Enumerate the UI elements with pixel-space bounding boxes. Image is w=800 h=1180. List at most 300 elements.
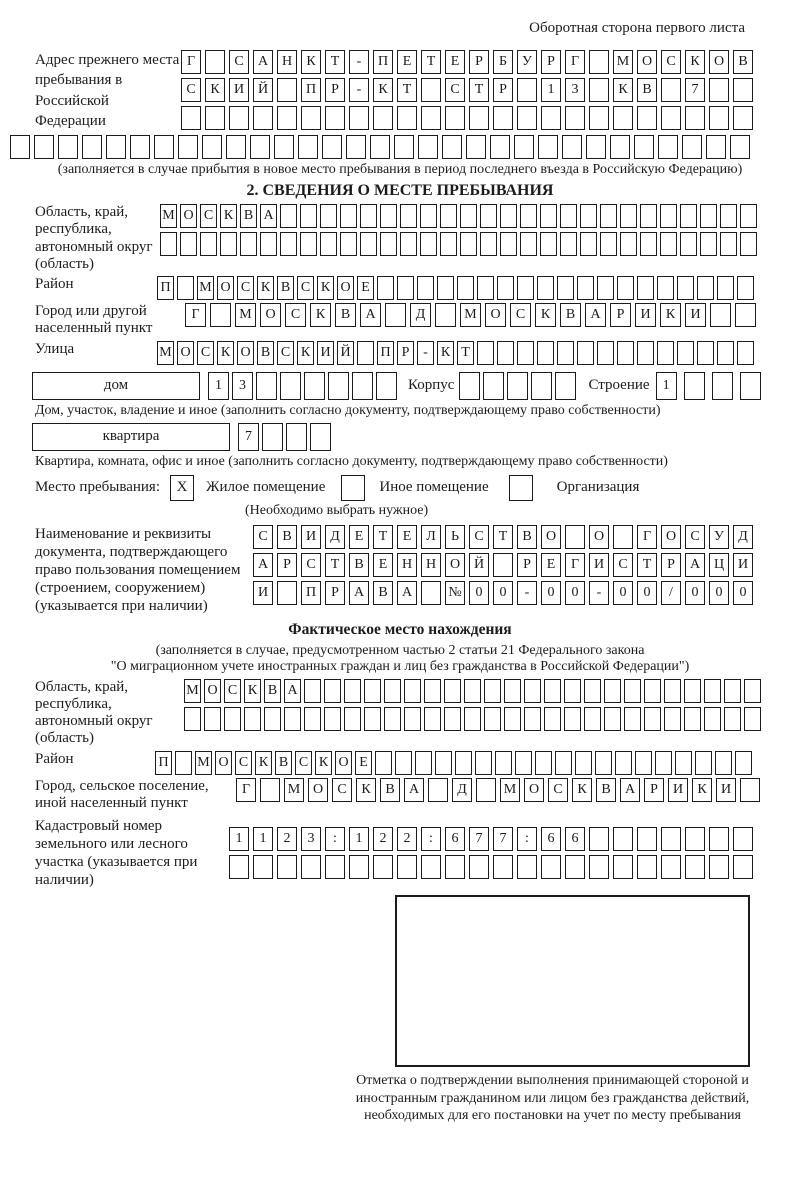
char-box xyxy=(260,232,277,256)
char-box xyxy=(277,106,297,130)
char-box xyxy=(685,827,705,851)
char-box xyxy=(544,679,561,703)
char-box xyxy=(717,276,734,300)
char-box: Д xyxy=(410,303,431,327)
char-box: В xyxy=(349,553,369,577)
actual-city-row xyxy=(236,778,764,802)
char-box xyxy=(595,751,612,775)
char-box: Е xyxy=(397,50,417,74)
char-box xyxy=(624,679,641,703)
char-box: О xyxy=(524,778,544,802)
region-row-1 xyxy=(160,204,760,228)
char-box xyxy=(360,232,377,256)
char-box xyxy=(437,276,454,300)
char-box xyxy=(613,106,633,130)
char-box xyxy=(733,106,753,130)
char-box xyxy=(328,372,349,400)
char-box xyxy=(457,276,474,300)
char-box xyxy=(577,341,594,365)
char-box xyxy=(565,106,585,130)
char-box: К xyxy=(692,778,712,802)
char-box xyxy=(224,707,241,731)
char-box: О xyxy=(260,303,281,327)
char-box: Б xyxy=(493,50,513,74)
char-box xyxy=(262,423,283,451)
stay-place-note: (Необходимо выбрать нужное) xyxy=(245,502,429,518)
char-box xyxy=(298,135,318,159)
char-box xyxy=(637,341,654,365)
cadastral-label: Кадастровый номер земельного или лесного участка (указывается при наличии) xyxy=(35,818,198,888)
char-box xyxy=(655,751,672,775)
char-box xyxy=(661,78,681,102)
char-box xyxy=(364,679,381,703)
char-box xyxy=(300,232,317,256)
char-box xyxy=(364,707,381,731)
char-box xyxy=(397,276,414,300)
char-box: Г xyxy=(181,50,201,74)
char-box xyxy=(300,204,317,228)
char-box: В xyxy=(373,581,393,605)
char-box: О xyxy=(709,50,729,74)
stay-place-block xyxy=(35,475,800,501)
char-box: А xyxy=(284,679,301,703)
apartment-block xyxy=(32,423,800,451)
char-box xyxy=(205,106,225,130)
char-box: К xyxy=(613,78,633,102)
char-box xyxy=(557,276,574,300)
char-box xyxy=(160,232,177,256)
section2-title: 2. СВЕДЕНИЯ О МЕСТЕ ПРЕБЫВАНИЯ xyxy=(246,182,554,199)
char-box: Т xyxy=(493,525,513,549)
char-box xyxy=(555,372,576,400)
char-box xyxy=(480,232,497,256)
char-box xyxy=(373,855,393,879)
char-box xyxy=(253,106,273,130)
char-box xyxy=(640,204,657,228)
char-box xyxy=(484,707,501,731)
char-box xyxy=(537,341,554,365)
region-block xyxy=(35,204,800,273)
char-box xyxy=(177,276,194,300)
char-box xyxy=(493,855,513,879)
char-box xyxy=(557,341,574,365)
char-box: К xyxy=(205,78,225,102)
char-box: / xyxy=(661,581,681,605)
char-box xyxy=(493,553,513,577)
char-box xyxy=(710,303,731,327)
house-block xyxy=(32,372,800,400)
char-box: К xyxy=(356,778,376,802)
char-box xyxy=(657,276,674,300)
char-box: Е xyxy=(357,276,374,300)
char-box: В xyxy=(560,303,581,327)
char-box xyxy=(541,106,561,130)
char-box: Г xyxy=(236,778,256,802)
char-box xyxy=(695,751,712,775)
char-box: Г xyxy=(565,553,585,577)
char-box xyxy=(524,679,541,703)
char-box xyxy=(200,232,217,256)
char-box xyxy=(684,372,705,400)
char-box xyxy=(700,232,717,256)
char-box: Г xyxy=(637,525,657,549)
char-box xyxy=(82,135,102,159)
char-box: В xyxy=(277,525,297,549)
char-box xyxy=(421,855,441,879)
char-box xyxy=(210,303,231,327)
char-box xyxy=(677,276,694,300)
char-box: К xyxy=(373,78,393,102)
char-box: В xyxy=(277,276,294,300)
char-box xyxy=(280,372,301,400)
char-box xyxy=(284,707,301,731)
char-box xyxy=(680,204,697,228)
prev-address-block xyxy=(35,50,800,131)
char-box: С xyxy=(548,778,568,802)
char-box xyxy=(344,707,361,731)
char-box xyxy=(564,679,581,703)
char-box xyxy=(580,204,597,228)
char-box xyxy=(541,855,561,879)
char-box: - xyxy=(349,50,369,74)
char-box xyxy=(484,679,501,703)
char-box: Д xyxy=(733,525,753,549)
document-row-1 xyxy=(253,525,757,549)
char-box xyxy=(560,204,577,228)
char-box xyxy=(604,679,621,703)
char-box: Г xyxy=(185,303,206,327)
char-box: С xyxy=(661,50,681,74)
char-box xyxy=(744,679,761,703)
char-box xyxy=(564,707,581,731)
char-box xyxy=(613,827,633,851)
char-box xyxy=(640,232,657,256)
char-box xyxy=(497,276,514,300)
char-box xyxy=(517,78,537,102)
char-box: Т xyxy=(325,553,345,577)
actual-district-block xyxy=(35,751,800,775)
char-box: И xyxy=(733,553,753,577)
char-box: С xyxy=(200,204,217,228)
char-box xyxy=(424,707,441,731)
char-box: Ь xyxy=(445,525,465,549)
char-box xyxy=(737,341,754,365)
char-box xyxy=(260,778,280,802)
char-box: Р xyxy=(469,50,489,74)
char-box xyxy=(320,204,337,228)
char-box: С xyxy=(469,525,489,549)
char-box: Т xyxy=(469,78,489,102)
char-box: К xyxy=(244,679,261,703)
char-box xyxy=(380,232,397,256)
char-box xyxy=(400,232,417,256)
char-box xyxy=(301,106,321,130)
char-box: 0 xyxy=(733,581,753,605)
char-box: К xyxy=(217,341,234,365)
char-box: Т xyxy=(421,50,441,74)
char-box xyxy=(304,679,321,703)
char-box xyxy=(733,78,753,102)
char-box: И xyxy=(229,78,249,102)
char-box xyxy=(744,707,761,731)
char-box xyxy=(322,135,342,159)
char-box xyxy=(445,855,465,879)
char-box: С xyxy=(445,78,465,102)
char-box xyxy=(680,232,697,256)
char-box xyxy=(740,232,757,256)
actual-location-note-2: "О миграционном учете иностранных граждан и лиц без гражданства в Российской Федерации") xyxy=(110,658,690,674)
char-box xyxy=(178,135,198,159)
char-box: 1 xyxy=(656,372,677,400)
char-box xyxy=(517,106,537,130)
residential-option-label: Жилое помещение xyxy=(206,479,326,495)
char-box: 1 xyxy=(208,372,229,400)
actual-city-block xyxy=(35,778,800,813)
char-box xyxy=(724,707,741,731)
char-box xyxy=(500,232,517,256)
char-box: О xyxy=(217,276,234,300)
apartment-number-row xyxy=(238,423,334,451)
char-box: 1 xyxy=(349,827,369,851)
char-box: И xyxy=(668,778,688,802)
char-box: 1 xyxy=(253,827,273,851)
char-box xyxy=(712,372,733,400)
char-box: П xyxy=(377,341,394,365)
char-box xyxy=(349,106,369,130)
char-box: А xyxy=(397,581,417,605)
char-box xyxy=(580,232,597,256)
char-box: Т xyxy=(397,78,417,102)
char-box xyxy=(684,707,701,731)
char-box xyxy=(380,204,397,228)
char-box xyxy=(274,135,294,159)
char-box: И xyxy=(716,778,736,802)
char-box: Л xyxy=(421,525,441,549)
char-box: А xyxy=(685,553,705,577)
char-box: М xyxy=(184,679,201,703)
char-box xyxy=(682,135,702,159)
char-box xyxy=(660,204,677,228)
char-box: У xyxy=(709,525,729,549)
char-box: Е xyxy=(373,553,393,577)
char-box: М xyxy=(160,204,177,228)
char-box xyxy=(154,135,174,159)
char-box xyxy=(286,423,307,451)
char-box xyxy=(377,276,394,300)
char-box xyxy=(560,232,577,256)
char-box xyxy=(397,106,417,130)
document-block xyxy=(35,525,800,615)
char-box: В xyxy=(380,778,400,802)
char-box xyxy=(250,135,270,159)
char-box: П xyxy=(157,276,174,300)
char-box: - xyxy=(417,341,434,365)
char-box xyxy=(424,679,441,703)
char-box: В xyxy=(240,204,257,228)
char-box: - xyxy=(589,581,609,605)
char-box xyxy=(517,855,537,879)
char-box: Р xyxy=(397,341,414,365)
char-box: С xyxy=(277,341,294,365)
actual-region-row-2 xyxy=(184,707,764,731)
char-box: Е xyxy=(349,525,369,549)
char-box: 6 xyxy=(445,827,465,851)
confirmation-note: Отметка о подтверждении выполнения принимающей стороной и иностранным гражданином или лицом без гражданства действий, необходимых для его постановки на учет по месту пребывания xyxy=(355,1073,750,1123)
char-box: В xyxy=(275,751,292,775)
char-box: Р xyxy=(644,778,664,802)
street-block xyxy=(35,341,800,365)
char-box xyxy=(613,855,633,879)
char-box xyxy=(544,707,561,731)
char-box xyxy=(613,525,633,549)
char-box: - xyxy=(517,581,537,605)
prev-address-row-3 xyxy=(181,106,757,130)
char-box xyxy=(540,204,557,228)
char-box: Т xyxy=(325,50,345,74)
char-box: - xyxy=(349,78,369,102)
char-box xyxy=(709,106,729,130)
prev-address-overflow-row xyxy=(10,135,800,159)
house-note: Дом, участок, владение и иное (заполнить согласно документу, подтверждающему право собственности) xyxy=(35,402,661,418)
char-box: № xyxy=(445,581,465,605)
char-box xyxy=(370,135,390,159)
cadastral-row-1 xyxy=(229,827,757,851)
char-box xyxy=(740,778,760,802)
char-box: М xyxy=(195,751,212,775)
char-box xyxy=(500,204,517,228)
char-box: И xyxy=(253,581,273,605)
char-box xyxy=(589,827,609,851)
char-box xyxy=(205,50,225,74)
stroenie-label: Строение xyxy=(588,377,650,393)
char-box: М xyxy=(157,341,174,365)
char-box xyxy=(455,751,472,775)
char-box xyxy=(375,751,392,775)
char-box: В xyxy=(264,679,281,703)
char-box xyxy=(514,135,534,159)
char-box: Р xyxy=(517,553,537,577)
char-box: Й xyxy=(469,553,489,577)
char-box: О xyxy=(541,525,561,549)
char-box xyxy=(709,78,729,102)
char-box xyxy=(464,707,481,731)
char-box: Р xyxy=(325,581,345,605)
char-box xyxy=(325,855,345,879)
char-box xyxy=(460,232,477,256)
char-box xyxy=(644,679,661,703)
char-box: О xyxy=(445,553,465,577)
char-box xyxy=(515,751,532,775)
char-box xyxy=(657,341,674,365)
char-box xyxy=(562,135,582,159)
char-box: И xyxy=(635,303,656,327)
actual-district-label: Район xyxy=(35,750,74,767)
char-box xyxy=(661,827,681,851)
char-box: М xyxy=(197,276,214,300)
char-box: Й xyxy=(253,78,273,102)
char-box xyxy=(130,135,150,159)
char-box: М xyxy=(235,303,256,327)
char-box xyxy=(324,679,341,703)
char-box xyxy=(444,679,461,703)
char-box xyxy=(421,581,441,605)
char-box: 0 xyxy=(541,581,561,605)
char-box xyxy=(466,135,486,159)
char-box xyxy=(477,341,494,365)
char-box: 3 xyxy=(232,372,253,400)
char-box xyxy=(540,232,557,256)
char-box xyxy=(635,751,652,775)
char-box xyxy=(10,135,30,159)
char-box: 3 xyxy=(301,827,321,851)
char-box xyxy=(244,707,261,731)
char-box: Т xyxy=(457,341,474,365)
char-box: А xyxy=(585,303,606,327)
char-box xyxy=(697,341,714,365)
char-box xyxy=(344,679,361,703)
char-box: С xyxy=(237,276,254,300)
confirmation-stamp-box xyxy=(395,895,750,1067)
char-box: 0 xyxy=(709,581,729,605)
char-box xyxy=(504,679,521,703)
char-box: В xyxy=(596,778,616,802)
char-box xyxy=(490,135,510,159)
char-box xyxy=(664,679,681,703)
char-box xyxy=(675,751,692,775)
document-row-3 xyxy=(253,581,757,605)
char-box: О xyxy=(308,778,328,802)
actual-location-title: Фактическое место нахождения xyxy=(288,620,512,638)
char-box xyxy=(615,751,632,775)
char-box xyxy=(517,276,534,300)
char-box xyxy=(476,778,496,802)
char-box xyxy=(277,581,297,605)
char-box xyxy=(480,204,497,228)
char-box xyxy=(220,232,237,256)
char-box xyxy=(184,707,201,731)
char-box: С xyxy=(285,303,306,327)
char-box xyxy=(724,679,741,703)
city-row xyxy=(185,303,760,327)
char-box xyxy=(661,855,681,879)
stroenie-row xyxy=(656,372,768,400)
char-box: 0 xyxy=(685,581,705,605)
char-box xyxy=(340,204,357,228)
char-box xyxy=(384,707,401,731)
char-box: В xyxy=(335,303,356,327)
char-box xyxy=(589,855,609,879)
char-box: И xyxy=(317,341,334,365)
char-box xyxy=(677,341,694,365)
char-box xyxy=(404,679,421,703)
char-box xyxy=(584,679,601,703)
char-box: С xyxy=(295,751,312,775)
char-box: П xyxy=(301,78,321,102)
char-box: Н xyxy=(421,553,441,577)
apartment-field-box: квартира xyxy=(32,423,230,451)
char-box: К xyxy=(310,303,331,327)
char-box xyxy=(737,276,754,300)
char-box: 2 xyxy=(277,827,297,851)
char-box: К xyxy=(660,303,681,327)
char-box xyxy=(175,751,192,775)
char-box xyxy=(106,135,126,159)
char-box: К xyxy=(535,303,556,327)
char-box xyxy=(384,679,401,703)
char-box: О xyxy=(637,50,657,74)
char-box xyxy=(740,372,761,400)
char-box: С xyxy=(253,525,273,549)
